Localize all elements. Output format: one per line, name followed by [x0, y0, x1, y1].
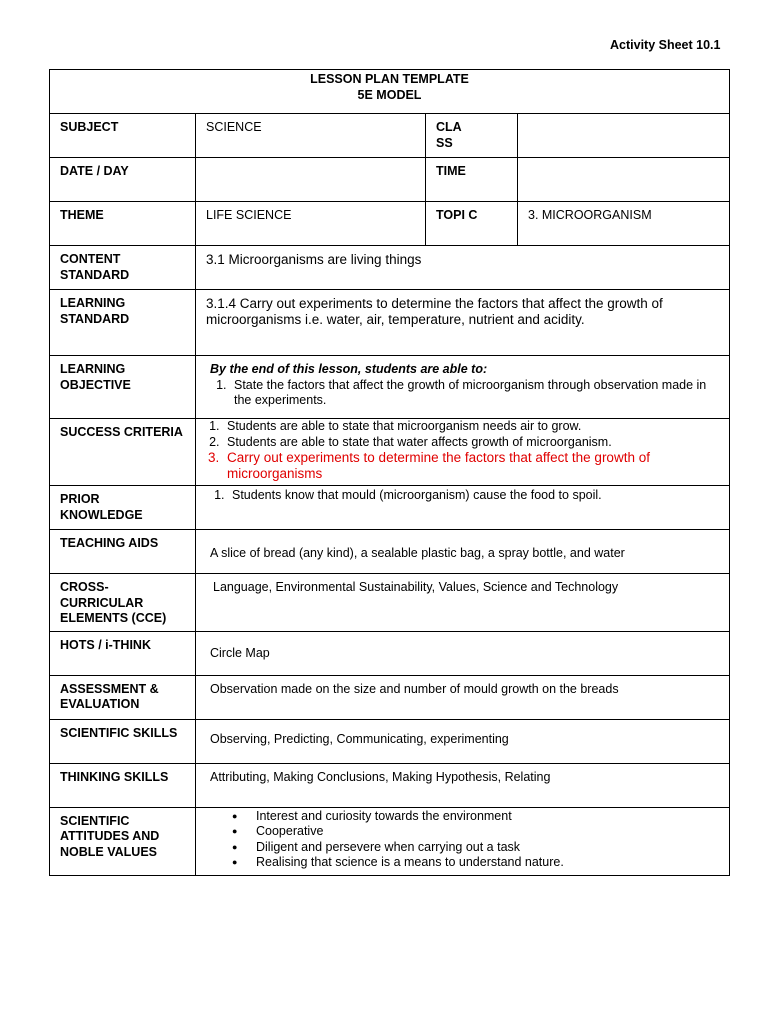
- learning-standard-line-1: 3.1.4 Carry out experiments to determine the factors that affect the growth of: [206, 296, 663, 311]
- subject-row: [50, 114, 730, 158]
- learning-objective-item: 1. State the factors that affect the growth of microorganism through observation made in the experiments.: [230, 378, 719, 409]
- assessment-label: ASSESSMENT & EVALUATION: [50, 675, 196, 719]
- learning-objective-intro: By the end of this lesson, students are able to:: [210, 362, 488, 376]
- date-value: [196, 158, 426, 202]
- subject-label: SUBJECT: [50, 114, 196, 158]
- attitudes-row: [50, 807, 730, 875]
- learning-standard-line-2: microorganisms i.e. water, air, temperature, nutrient and acidity.: [206, 311, 585, 327]
- attitudes-cell: [196, 807, 730, 875]
- cce-label: CROSS-CURRICULAR ELEMENTS (CCE): [50, 574, 196, 632]
- learning-objective-label: LEARNING OBJECTIVE: [50, 356, 196, 419]
- assessment-value: Observation made on the size and number of mould growth on the breads: [196, 675, 730, 719]
- title-cell: [50, 70, 730, 114]
- hots-label: HOTS / i-THINK: [50, 631, 196, 675]
- success-criteria-row: [50, 419, 730, 486]
- class-label: CLA SS: [426, 114, 518, 158]
- learning-standard-cell: [196, 290, 730, 356]
- success-criteria-item-1: 1. Students are able to state that microorganism needs air to grow.: [223, 419, 719, 435]
- teaching-aids-value: A slice of bread (any kind), a sealable plastic bag, a spray bottle, and water: [196, 530, 730, 574]
- teaching-aids-row: [50, 530, 730, 574]
- attitude-item: ● Interest and curiosity towards the environment: [256, 809, 719, 825]
- thinking-skills-value: Attributing, Making Conclusions, Making Hypothesis, Relating: [196, 763, 730, 807]
- assessment-row: [50, 675, 730, 719]
- theme-row: [50, 202, 730, 246]
- prior-knowledge-item: 1. Students know that mould (microorganism) cause the food to spoil.: [228, 488, 719, 504]
- topic-value: 3. MICROORGANISM: [518, 202, 730, 246]
- success-criteria-cell: [196, 419, 730, 486]
- cce-row: [50, 574, 730, 632]
- prior-knowledge-cell: [196, 486, 730, 530]
- subject-value: SCIENCE: [196, 114, 426, 158]
- scientific-skills-row: [50, 719, 730, 763]
- title-line-2: 5E MODEL: [357, 87, 422, 102]
- learning-standard-row: [50, 290, 730, 356]
- thinking-skills-row: [50, 763, 730, 807]
- thinking-skills-label: THINKING SKILLS: [50, 763, 196, 807]
- hots-row: [50, 631, 730, 675]
- prior-knowledge-label: PRIOR KNOWLEDGE: [50, 486, 196, 530]
- title-row: [50, 70, 730, 114]
- learning-standard-label: LEARNING STANDARD: [50, 290, 196, 356]
- attitude-item: ● Diligent and persevere when carrying out a task: [256, 840, 719, 856]
- success-criteria-item-3: 3. Carry out experiments to determine the factors that affect the growth of microorganisms: [223, 450, 719, 481]
- learning-objective-row: [50, 356, 730, 419]
- success-criteria-label: SUCCESS CRITERIA: [50, 419, 196, 486]
- date-row: [50, 158, 730, 202]
- content-standard-row: [50, 246, 730, 290]
- content-standard-value: 3.1 Microorganisms are living things: [196, 246, 730, 290]
- class-value: [518, 114, 730, 158]
- time-label: TIME: [426, 158, 518, 202]
- lesson-plan-table: [49, 69, 730, 876]
- prior-knowledge-row: [50, 486, 730, 530]
- attitudes-label: SCIENTIFIC ATTITUDES AND NOBLE VALUES: [50, 807, 196, 875]
- hots-value: Circle Map: [196, 631, 730, 675]
- cce-value: Language, Environmental Sustainability, Values, Science and Technology: [196, 574, 730, 632]
- topic-label: TOPI C: [426, 202, 518, 246]
- learning-objective-cell: [196, 356, 730, 419]
- success-criteria-item-2: 2. Students are able to state that water affects growth of microorganism.: [223, 435, 719, 451]
- content-standard-label: CONTENT STANDARD: [50, 246, 196, 290]
- time-value: [518, 158, 730, 202]
- theme-value: LIFE SCIENCE: [196, 202, 426, 246]
- attitude-item: ● Cooperative: [256, 824, 719, 840]
- date-label: DATE / DAY: [50, 158, 196, 202]
- scientific-skills-label: SCIENTIFIC SKILLS: [50, 719, 196, 763]
- activity-sheet-label: Activity Sheet 10.1: [610, 38, 721, 52]
- title-line-1: LESSON PLAN TEMPLATE: [310, 72, 469, 86]
- teaching-aids-label: TEACHING AIDS: [50, 530, 196, 574]
- theme-label: THEME: [50, 202, 196, 246]
- scientific-skills-value: Observing, Predicting, Communicating, experimenting: [196, 719, 730, 763]
- attitude-item: ● Realising that science is a means to understand nature.: [256, 855, 719, 871]
